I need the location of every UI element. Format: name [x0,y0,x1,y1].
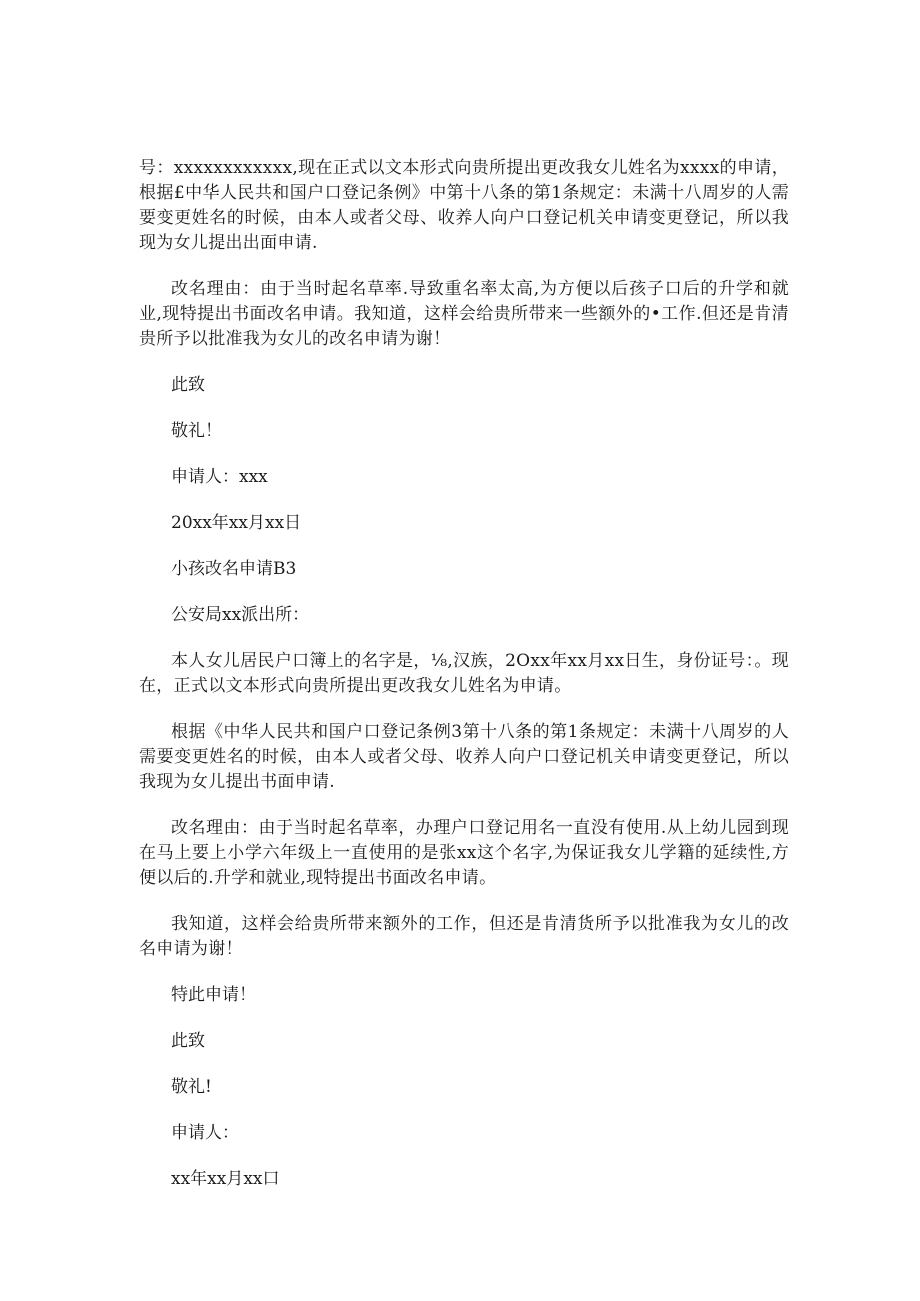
date-line-2: xx年xx月xx口 [171,1169,280,1189]
reason-paragraph-2: 改名理由：由于当时起名草率，办理户口登记用名一直没有使用.从上幼儿园到现在马上要上小学六年级上一直使用的是张xx这个名字,为保证我女儿学籍的延续性,方便以后的.升学和就业,现特提出书面改名申请。 [139,818,789,888]
closing-salutation: 此致 [171,375,205,395]
intro-paragraph: 号：xxxxxxxxxxxx,现在正式以文本形式向贵所提出更改我女儿姓名为xxxx的申请，根据£中华人民共和国户口登记条例》中第十八条的第1条规定：未满十八周岁的人需要变更姓名的时候，由本人或者父母、收养人向户口登记机关申请变更登记，所以我现为女儿提出出面申请. [139,158,789,253]
applicant-line-2: 申请人： [171,1123,239,1143]
statement-paragraph: 本人女儿居民户口簿上的名字是，⅛,汉族，2Oxx年xx月xx日生，身份证号：。现在，正式以文本形式向贵所提出更改我女儿姓名为申请。 [139,651,789,696]
document-body [139,156,789,1213]
closing-salutation-2: 此致 [171,1031,205,1051]
closing-regards-2: 敬礼! [171,1077,212,1097]
closing-regards: 敬礼！ [171,421,222,441]
reason-paragraph: 改名理由：由于当时起名草率.导致重名率太高,为方便以后孩子口后的升学和就业,现特提出书面改名申请。我知道，这样会给贵所带来一些额外的•工作.但还是肯清贵所予以批准我为女儿的改名申请为谢！ [139,279,789,349]
acknowledgement-paragraph: 我知道，这样会给贵所带来额外的工作，但还是肯清货所予以批准我为女儿的改名申请为谢！ [139,914,789,959]
applicant-line: 申请人：xxx [171,467,268,487]
request-line: 特此申请！ [171,985,256,1005]
addressee-line: 公安局xx派出所： [171,605,310,625]
section-title: 小孩改名申请B3 [171,559,297,579]
legal-basis-paragraph: 根据《中华人民共和国户口登记条例3第十八条的第1条规定：未满十八周岁的人需要变更姓名的时候，由本人或者父母、收养人向户口登记机关申请变更登记，所以我现为女儿提出书面申请. [139,722,789,792]
date-line: 20xx年xx月xx日 [171,513,302,533]
